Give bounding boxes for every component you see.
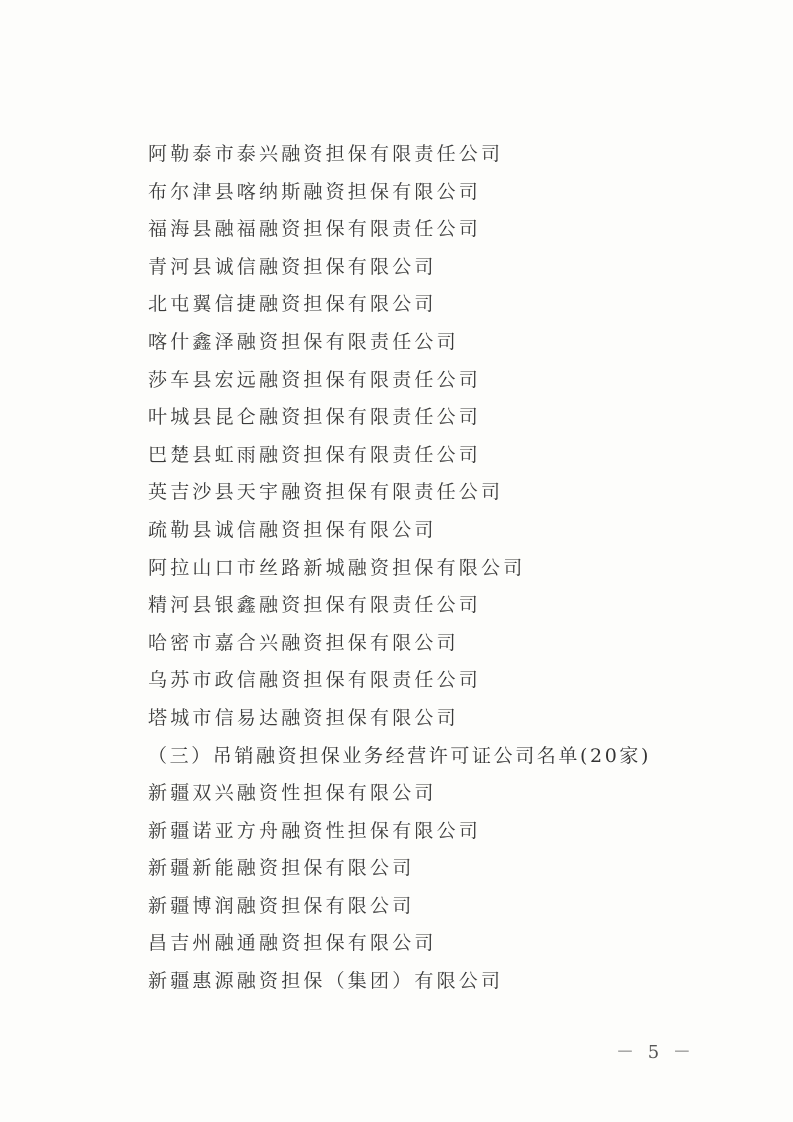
list-item: 新疆双兴融资性担保有限公司 bbox=[148, 782, 437, 805]
page-number: － 5 － bbox=[616, 1042, 695, 1063]
list-item: 北屯翼信捷融资担保有限公司 bbox=[148, 293, 437, 316]
company-list bbox=[148, 136, 708, 1001]
list-item: 哈密市嘉合兴融资担保有限公司 bbox=[148, 631, 459, 654]
list-item: 布尔津县喀纳斯融资担保有限公司 bbox=[148, 180, 482, 203]
list-item: 喀什鑫泽融资担保有限责任公司 bbox=[148, 330, 459, 353]
list-item: 新疆惠源融资担保（集团）有限公司 bbox=[148, 970, 504, 993]
list-item: 精河县银鑫融资担保有限责任公司 bbox=[148, 594, 482, 617]
list-item: 青河县诚信融资担保有限公司 bbox=[148, 255, 437, 278]
list-item: 新疆博润融资担保有限公司 bbox=[148, 894, 415, 917]
list-item: 塔城市信易达融资担保有限公司 bbox=[148, 706, 459, 729]
list-item: 叶城县昆仑融资担保有限责任公司 bbox=[148, 406, 482, 429]
list-item: 新疆诺亚方舟融资性担保有限公司 bbox=[148, 819, 482, 842]
list-item: 阿勒泰市泰兴融资担保有限责任公司 bbox=[148, 143, 504, 165]
list-item: 疏勒县诚信融资担保有限公司 bbox=[148, 518, 437, 541]
list-item: 福海县融福融资担保有限责任公司 bbox=[148, 218, 482, 241]
list-item: 阿拉山口市丝路新城融资担保有限公司 bbox=[148, 556, 526, 579]
list-item: 莎车县宏远融资担保有限责任公司 bbox=[148, 368, 482, 391]
section-heading: （三）吊销融资担保业务经营许可证公司名单(20家) bbox=[148, 744, 652, 767]
list-item: 昌吉州融通融资担保有限公司 bbox=[148, 932, 437, 955]
list-item: 新疆新能融资担保有限公司 bbox=[148, 857, 415, 880]
list-item: 巴楚县虹雨融资担保有限责任公司 bbox=[148, 443, 482, 466]
list-item: 乌苏市政信融资担保有限责任公司 bbox=[148, 669, 482, 692]
list-item: 英吉沙县天宇融资担保有限责任公司 bbox=[148, 481, 504, 504]
